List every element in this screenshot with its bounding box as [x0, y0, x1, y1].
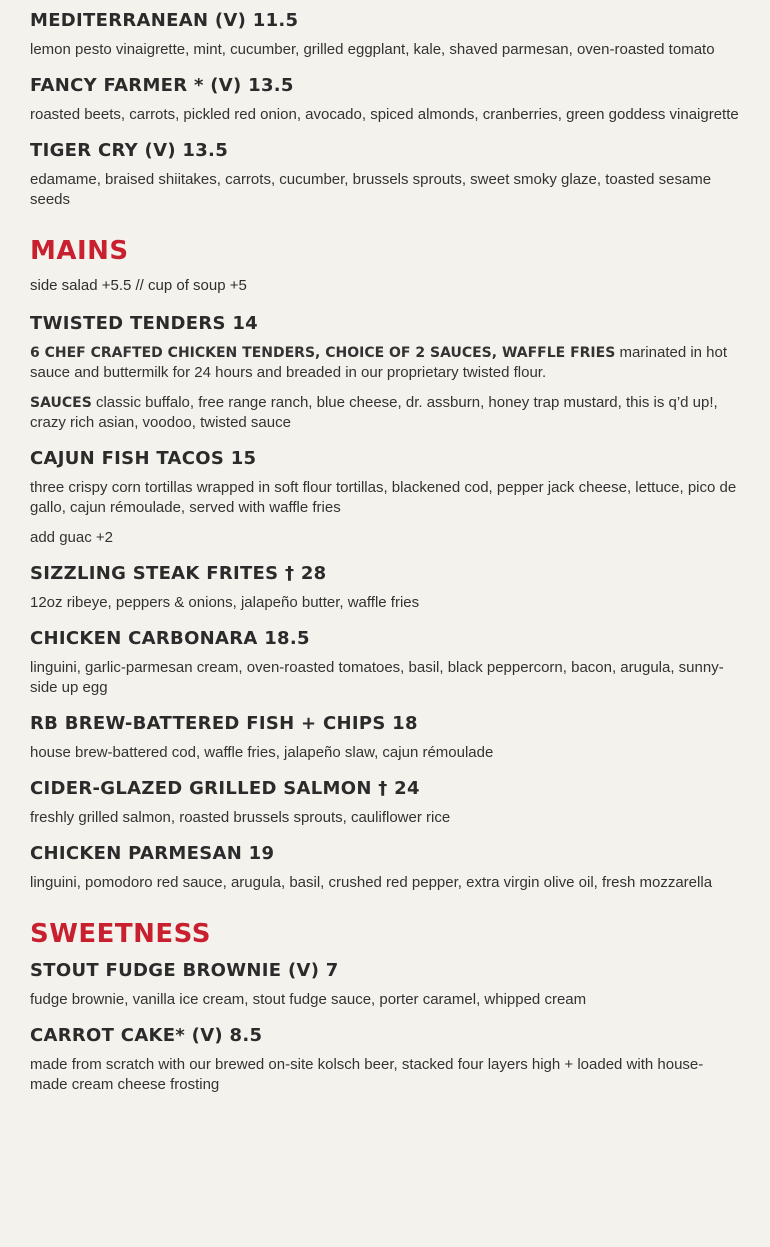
item-title: STOUT FUDGE BROWNIE (V) 7 [30, 960, 339, 981]
item-title: TIGER CRY (V) 13.5 [30, 140, 229, 161]
menu-item [30, 842, 740, 893]
item-description: lemon pesto vinaigrette, mint, cucumber, grilled eggplant, kale, shaved parmesan, oven-roasted tomato [30, 41, 715, 58]
menu-item [30, 627, 740, 698]
item-addon: add guac +2 [30, 529, 113, 546]
item-description: 12oz ribeye, peppers & onions, jalapeño butter, waffle fries [30, 594, 420, 611]
item-title: MEDITERRANEAN (V) 11.5 [30, 10, 299, 31]
menu-item [30, 712, 740, 763]
item-title: CHICKEN PARMESAN 19 [30, 843, 275, 864]
item-title: FANCY FARMER * (V) 13.5 [30, 75, 294, 96]
item-title: SIZZLING STEAK FRITES † 28 [30, 563, 327, 584]
sauces-list: classic buffalo, free range ranch, blue cheese, dr. assburn, honey trap mustard, this is q’d up!, crazy rich asian, voodoo, twisted sauce [30, 394, 718, 431]
item-description: fudge brownie, vanilla ice cream, stout fudge sauce, porter caramel, whipped cream [30, 991, 587, 1008]
item-description: house brew-battered cod, waffle fries, jalapeño slaw, cajun rémoulade [30, 744, 494, 761]
menu-item [30, 1024, 740, 1095]
sauces-description [30, 393, 740, 433]
menu-item [30, 312, 740, 433]
item-title: CHICKEN CARBONARA 18.5 [30, 628, 310, 649]
item-lead: 6 CHEF CRAFTED CHICKEN TENDERS, CHOICE OF 2 SAUCES, WAFFLE FRIES [30, 345, 616, 361]
item-description: linguini, pomodoro red sauce, arugula, basil, crushed red pepper, extra virgin olive oil, fresh mozzarella [30, 874, 713, 891]
item-title: TWISTED TENDERS 14 [30, 313, 258, 334]
item-description: edamame, braised shiitakes, carrots, cucumber, brussels sprouts, sweet smoky glaze, toasted sesame seeds [30, 171, 712, 208]
item-description: three crispy corn tortillas wrapped in soft flour tortillas, blackened cod, pepper jack cheese, lettuce, pico de gallo, cajun rémoulade, served with waffle fries [30, 479, 737, 516]
menu-item [30, 777, 740, 828]
item-description: linguini, garlic-parmesan cream, oven-roasted tomatoes, basil, black peppercorn, bacon, arugula, sunny-side up egg [30, 659, 724, 696]
menu-item [30, 447, 740, 548]
menu-item [30, 139, 740, 210]
item-description: roasted beets, carrots, pickled red onion, avocado, spiced almonds, cranberries, green goddess vinaigrette [30, 106, 739, 123]
item-title: CARROT CAKE* (V) 8.5 [30, 1025, 263, 1046]
item-description [30, 343, 740, 383]
sauces-lead: SAUCES [30, 395, 92, 411]
section-title-mains: MAINS [30, 236, 129, 266]
item-description-text: marinated in hot sauce and buttermilk for 24 hours and breaded in our proprietary twisted flour. [30, 344, 728, 381]
item-title: CAJUN FISH TACOS 15 [30, 448, 257, 469]
item-description: freshly grilled salmon, roasted brussels sprouts, cauliflower rice [30, 809, 451, 826]
item-title: RB BREW-BATTERED FISH + CHIPS 18 [30, 713, 418, 734]
item-title: CIDER-GLAZED GRILLED SALMON † 24 [30, 778, 420, 799]
menu-item [30, 74, 740, 125]
section-note: side salad +5.5 // cup of soup +5 [30, 277, 247, 294]
section-title-sweetness: SWEETNESS [30, 919, 211, 949]
menu-item [30, 9, 740, 60]
item-description: made from scratch with our brewed on-site kolsch beer, stacked four layers high + loaded with house-made cream cheese frosting [30, 1056, 704, 1093]
menu-item [30, 562, 740, 613]
menu-item [30, 959, 740, 1010]
